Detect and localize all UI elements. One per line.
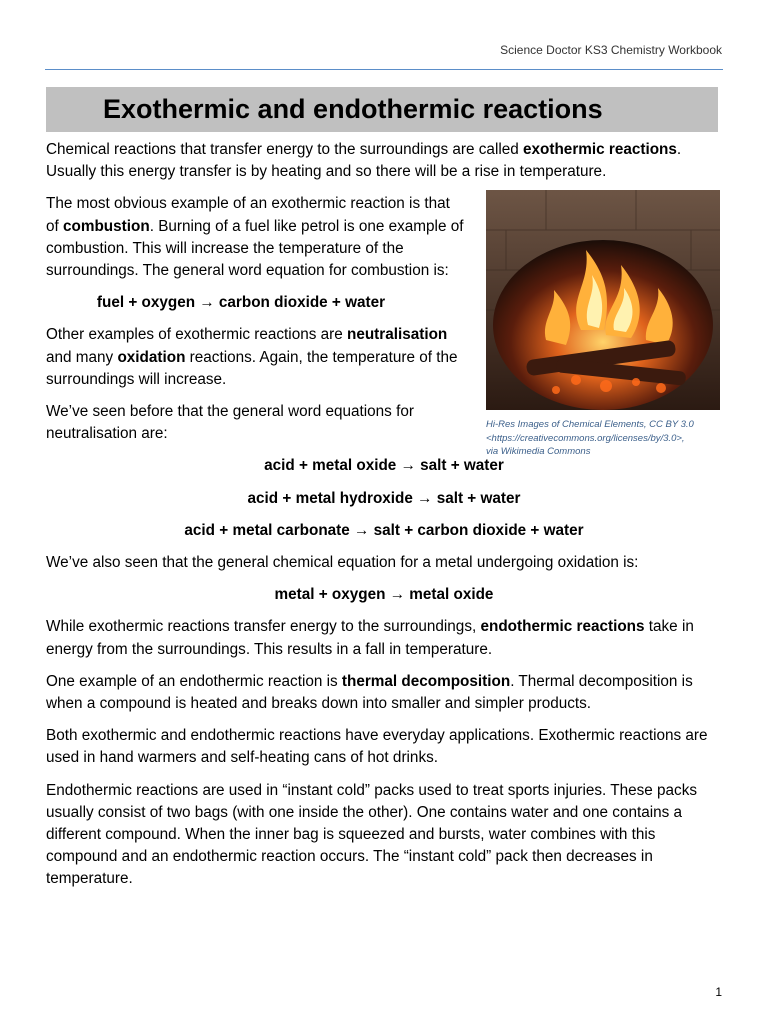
text-run: and many: [46, 348, 118, 366]
text-run: . Burning of a fuel like petrol is one example of combustion. This will increase the temperature of the surroundings. The general word equation for combustion is:: [46, 217, 464, 280]
paragraph-other-examples: [46, 324, 466, 391]
workbook-header: Science Doctor KS3 Chemistry Workbook: [500, 43, 722, 57]
equation-neutralisation-3: acid + metal carbonate → salt + carbon dioxide + water: [184, 521, 584, 539]
fire-figure: [486, 190, 720, 459]
header-divider: [45, 69, 723, 70]
text-run: . Thermal decomposition is when a compound is heated and breaks down into smaller and simpler products.: [46, 672, 693, 713]
page-number: 1: [715, 985, 722, 999]
paragraph-applications: Both exothermic and endothermic reactions have everyday applications. Exothermic reactions are used in hand warmers and self-heating cans of hot drinks.: [46, 727, 708, 767]
equation-neutralisation-2: acid + metal hydroxide → salt + water: [247, 489, 521, 507]
text-run: While exothermic reactions transfer energy to the surroundings,: [46, 618, 481, 636]
equation-combustion: fuel + oxygen → carbon dioxide + water: [96, 294, 386, 312]
bold-term: neutralisation: [346, 326, 448, 344]
text-run: One example of an endothermic reaction is: [46, 672, 342, 690]
paragraph-endothermic: [46, 616, 722, 660]
text-run: reactions. Again, the temperature of the surroundings will increase.: [46, 348, 458, 388]
page-title: Exothermic and endothermic reactions: [103, 94, 603, 124]
equation-oxidation: metal + oxygen → metal oxide: [274, 586, 494, 604]
bold-term: thermal decomposition: [341, 672, 511, 690]
text-run: Other examples of exothermic reactions are: [46, 326, 347, 344]
paragraph-combustion: [46, 193, 466, 282]
bold-term: oxidation: [117, 348, 186, 366]
paragraph-intro: [46, 139, 722, 183]
bold-term: combustion: [63, 217, 150, 235]
bold-term: exothermic reactions: [523, 141, 677, 158]
figure-caption: [486, 418, 720, 459]
paragraph-neutralisation-intro: We’ve seen before that the general word equations for neutralisation are:: [46, 403, 414, 443]
caption-line: <https://creativecommons.org/licenses/by/3.0>,: [486, 432, 685, 444]
text-run: . Usually this energy transfer is by heating and so there will be a rise in temperature.: [46, 141, 682, 181]
caption-line: via Wikimedia Commons: [486, 446, 591, 457]
paragraph-oxidation-intro: We’ve also seen that the general chemical equation for a metal undergoing oxidation is:: [46, 554, 639, 572]
title-band: [46, 87, 718, 132]
paragraph-cold-packs: Endothermic reactions are used in “instant cold” packs used to treat sports injuries. These packs usually consist of two bags (with one inside the other). One contains water and one contains a different compound. When the inner bag is squeezed and bursts, water combines with this compound and an endothermic reaction occurs. The “instant cold” pack then decreases in temperature.: [46, 781, 698, 888]
fire-photo: [486, 190, 720, 410]
bold-term: endothermic reactions: [480, 618, 645, 636]
text-run: take in energy from the surroundings. This results in a fall in temperature.: [46, 618, 694, 658]
caption-line: Hi-Res Images of Chemical Elements, CC BY 3.0: [486, 419, 694, 430]
text-run: The most obvious example of an exothermic reaction is that of: [46, 195, 450, 235]
text-run: Chemical reactions that transfer energy to the surroundings are called: [46, 141, 524, 158]
equation-neutralisation-1: acid + metal oxide → salt + water: [264, 457, 504, 475]
paragraph-thermal-decomposition: [46, 671, 722, 715]
